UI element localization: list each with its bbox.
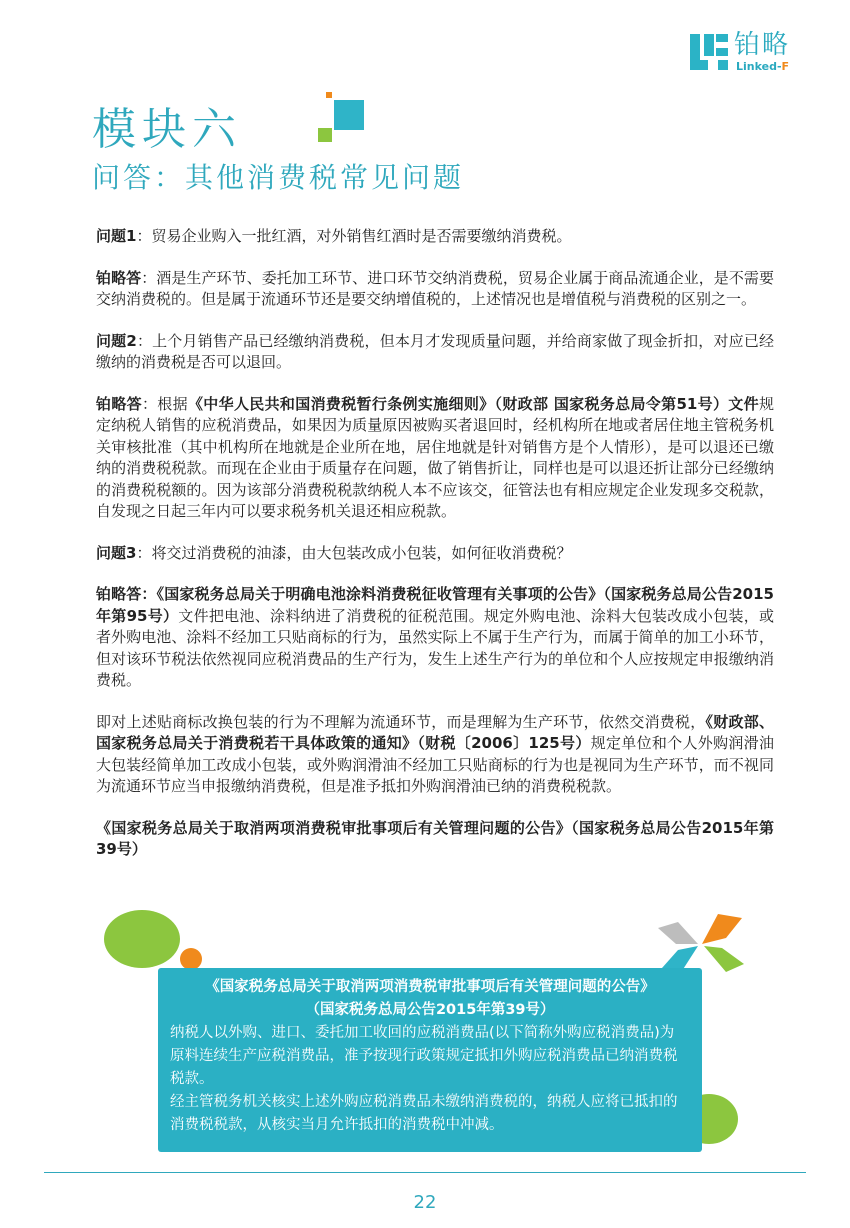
answer-3: 铂略答：《国家税务总局关于明确电池涂料消费税征收管理有关事项的公告》（国家税务总局公告2015年第95号）文件把电池、涂料纳进了消费税的征税范围。规定外购电池、涂料大包装改成小包装，或者外购电池、涂料不经加工只贴商标的行为，虽然实际上不属于生产行为，而属于简单的加工小环节，但对该环节税法依然视同应税消费品的生产行为，发生上述生产行为的单位和个人应按规定申报缴纳消费税。: [96, 585, 775, 689]
page-title: 模块六: [92, 104, 242, 155]
logo-mark-icon: [690, 34, 728, 70]
deco-square-orange: [326, 92, 332, 98]
qa-content: [96, 226, 774, 881]
question-1: 问题1：贸易企业购入一批红酒，对外销售红酒时是否需要缴纳消费税。: [96, 227, 572, 245]
brand-logo: [690, 30, 820, 74]
deco-circle-green-large: [104, 910, 180, 968]
footer-divider: [44, 1172, 806, 1173]
logo-subtitle: Linked-F: [736, 60, 790, 73]
page-number: 22: [413, 1192, 437, 1213]
question-3: 问题3：将交过消费税的油漆，由大包装改成小包装，如何征收消费税？: [96, 543, 572, 562]
logo-name: 铂略: [734, 30, 791, 60]
deco-square-teal: [334, 100, 364, 130]
quote-title: 《国家税务总局关于取消两项消费税审批事项后有关管理问题的公告》 （国家税务总局公告2015年第39号）: [205, 979, 655, 1018]
paragraph-4: 即对上述贴商标改换包装的行为不理解为流通环节，而是理解为生产环节，依然交消费税，《财政部、国家税务总局关于消费税若干具体政策的通知》（财税〔2006〕125号）规定单位和个人外购润滑油大包装经简单加工改成小包装，或外购润滑油不经加工只贴商标的行为也是视同为生产环节，而不视同为流通环节应当申报缴纳消费税，但是准予抵扣外购润滑油已纳的消费税税款。: [96, 712, 774, 795]
page-subtitle: 问答：其他消费税常见问题: [92, 161, 465, 194]
policy-quote-box: [158, 968, 702, 1152]
quote-body: 纳税人以外购、进口、委托加工收回的应税消费品(以下简称外购应税消费品)为原料连续生产应税消费品，准予按现行政策规定抵扣外购应税消费品已纳消费税税款。 经主管税务机关核实上述外购应税消费品未缴纳消费税的，纳税人应将已抵扣的消费税税款，从核实当月允许抵扣的消费税中冲减。: [170, 1025, 678, 1133]
deco-circle-orange: [180, 948, 202, 970]
question-2: 问题2：上个月销售产品已经缴纳消费税，但本月才发现质量问题，并给商家做了现金折扣，对应已经缴纳的消费税是否可以退回。: [96, 331, 774, 371]
answer-1: 铂略答：酒是生产环节、委托加工环节、进口环节交纳消费税，贸易企业属于商品流通企业，是不需要交纳消费税的。但是属于流通环节还是要交纳增值税的，上述情况也是增值税与消费税的区别之一。: [96, 268, 774, 308]
deco-square-green: [318, 128, 332, 142]
answer-2: 铂略答：根据《中华人民共和国消费税暂行条例实施细则》（财政部 国家税务总局令第51号）文件规定纳税人销售的应税消费品，如果因为质量原因被购买者退回时，经机构所在地或者居住地主管税务机关审核批准（其中机构所在地就是企业所在地，居住地就是针对销售方是个人情形），是可以退还已缴纳的消费税税款。而现在企业由于质量存在问题，做了销售折让，同样也是可以退还折让部分已经缴纳的消费税税额的。因为该部分消费税税款纳税人本不应该交，征管法也有相应规定企业发现多交税款，自发现之日起三年内可以要求税务机关退还相应税款。: [96, 394, 774, 520]
paragraph-5: 《国家税务总局关于取消两项消费税审批事项后有关管理问题的公告》（国家税务总局公告2015年第39号）: [96, 818, 774, 858]
